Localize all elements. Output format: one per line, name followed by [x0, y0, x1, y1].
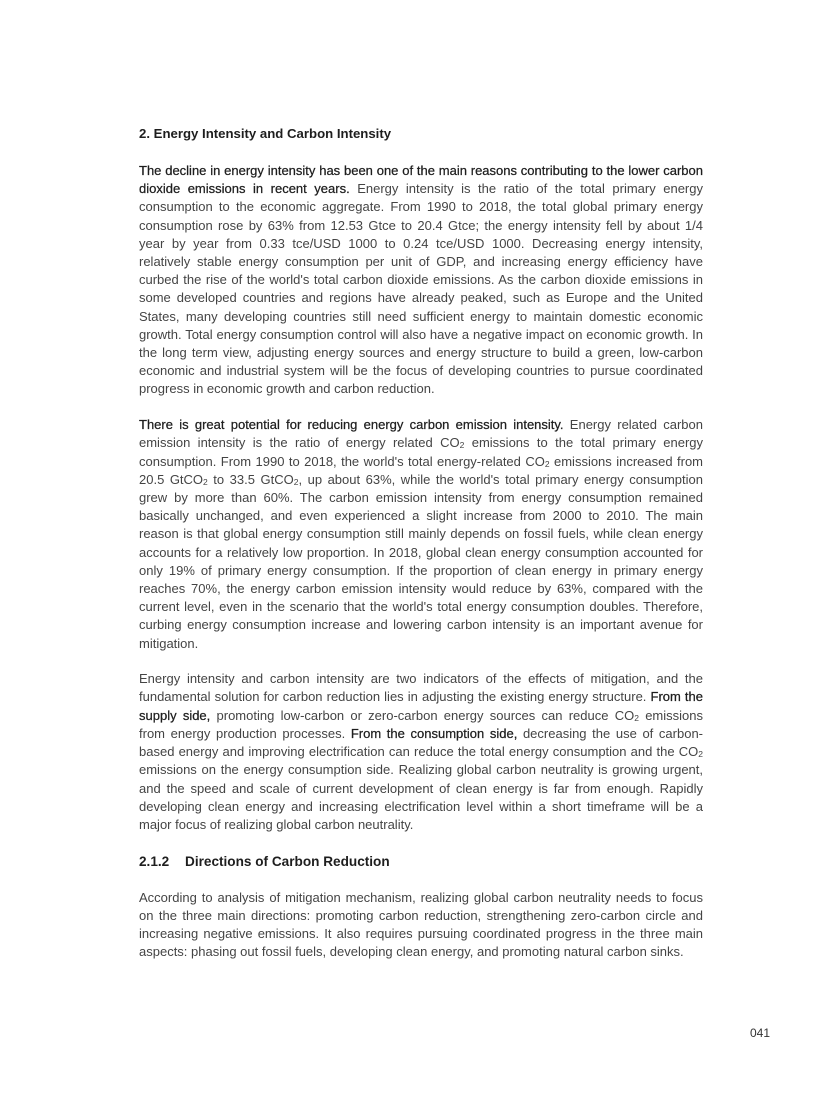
text-run: emissions on the energy consumption side. Realizing global carbon neutrality is growing urgent, and the speed and scale of current development of clean energy is far from enough. Rapidly developing clean energy and increasing electrification level within a short timeframe will be a major focus of realizing global carbon neutrality.: [139, 762, 703, 832]
section-heading: 2. Energy Intensity and Carbon Intensity: [139, 126, 392, 141]
page-number: 041: [750, 1026, 771, 1040]
text-run: emissions to the total primary energy consumption. From 1990 to 2018, the world's total energy-related CO: [139, 435, 704, 469]
subsection-title: Directions of Carbon Reduction: [185, 853, 390, 869]
text-run: Energy intensity and carbon intensity are two indicators of the effects of mitigation, and the fundamental solution for carbon reduction lies in adjusting the existing energy structure.: [139, 671, 703, 705]
text-run: to 33.5 GtCO: [207, 471, 294, 487]
paragraph-directions: According to analysis of mitigation mechanism, realizing global carbon neutrality needs to focus on the three main directions: promoting carbon reduction, strengthening zero-carbon circle and increasing negative emissions. It also requires pursuing coordinated progress in the three main aspects: phasing out fossil fuels, developing clean energy, and promoting natural carbon sinks.: [139, 889, 703, 960]
text-run: promoting low-carbon or zero-carbon energy sources can reduce CO: [210, 707, 635, 723]
text-run: , up about 63%, while the world's total primary energy consumption grew by more than 60%. The carbon emission intensity from energy consumption remained basically unchanged, and even experienced a slight increase from 2000 to 2010. The main reason is that global energy consumption still mainly depends on fossil fuels, while clean energy accounts for a relatively low proportion. In 2018, global clean energy consumption accounted for only 19% of primary energy consumption. If the proportion of clean energy in primary energy reaches 70%, the energy carbon emission intensity would reduce by 63%, compared with the current level, even in the scenario that the world's total energy consumption doubles. Therefore, curbing energy consumption increase and lowering carbon intensity is an important avenue for mitigation.: [139, 471, 703, 651]
lead-sentence: There is great potential for reducing energy carbon emission intensity.: [139, 417, 564, 433]
subscript: 2: [634, 712, 639, 723]
subsection-number: 2.1.2: [139, 853, 170, 869]
lead-phrase: From the supply side,: [139, 689, 703, 723]
subscript: 2: [544, 458, 550, 469]
paragraph-carbon-intensity: [139, 416, 703, 653]
lead-sentence: The decline in energy intensity has been one of the main reasons contributing to the lower carbon dioxide emissions in recent years.: [139, 163, 703, 197]
subscript: 2: [203, 476, 208, 487]
subscript: 2: [459, 440, 465, 451]
paragraph-indicators: [139, 670, 703, 834]
text-run: decreasing the use of carbon-based energy and improving electrification can reduce the total energy consumption and the CO: [139, 725, 704, 760]
lead-phrase: From the consumption side,: [350, 725, 518, 741]
text-run: emissions from energy production processes.: [139, 707, 703, 741]
text-run: emissions increased from 20.5 GtCO: [139, 453, 704, 487]
page-content: [139, 124, 703, 979]
paragraph-body: Energy intensity is the ratio of the total primary energy consumption to the economic aggregate. From 1990 to 2018, the total global primary energy consumption rose by 63% from 12.53 Gtce to 20.4 Gtce; the energy intensity fell by about 1/4 year by year from 0.33 tce/USD 1000 to 0.24 tce/USD 1000. Decreasing energy intensity, relatively stable energy consumption per unit of GDP, and increasing energy efficiency have curbed the rise of the world's total carbon dioxide emissions. As the carbon dioxide emissions in some developed countries and regions have already peaked, such as Europe and the United States, many developing countries still need sufficient energy to maintain domestic economic growth. Total energy consumption control will also have a negative impact on economic growth. In the long term view, adjusting energy sources and energy structure to build a green, low-carbon economic and industrial system will be the focus of developing countries to pursue coordinated progress in economic growth and carbon reduction.: [139, 181, 703, 397]
subscript: 2: [293, 476, 299, 487]
text-run: Energy related carbon emission intensity is the ratio of energy related CO: [139, 417, 703, 451]
subscript: 2: [698, 749, 703, 760]
subsection-heading: [139, 852, 703, 872]
paragraph-energy-intensity: [139, 162, 703, 399]
